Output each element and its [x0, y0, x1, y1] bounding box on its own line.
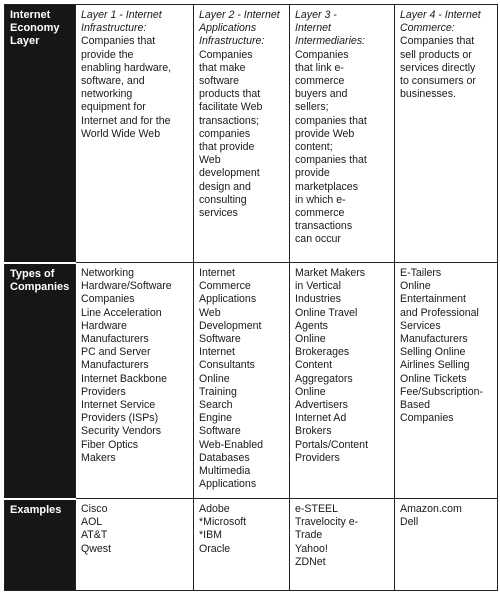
- layer-1-title: [81, 9, 189, 35]
- layer-3-title-line: Layer 3 -: [295, 9, 337, 21]
- layer-2-description-line: companies: [199, 127, 251, 140]
- layer-4-title-line: Layer 4 - Internet: [400, 9, 481, 21]
- layer-4-types-cell-line: Services: [400, 319, 441, 332]
- layer-3-types-cell-line: Online: [295, 385, 326, 398]
- layer-4-types-cell-line: Companies: [400, 412, 454, 425]
- types-row: [5, 263, 498, 499]
- layer-1-types-cell-line: Makers: [81, 451, 116, 464]
- layer-3-examples-cell-line: e-STEEL: [295, 503, 338, 515]
- layer-4-types-cell-line: Online Tickets: [400, 372, 467, 385]
- layer-1-types-cell-line: Networking: [81, 267, 134, 279]
- layer-4-types-cell-line: Airlines Selling: [400, 359, 470, 372]
- layer-3-title-line: Intermediaries:: [295, 35, 366, 48]
- layer-1-description-line: provide the: [81, 48, 134, 61]
- layer-3-description-line: buyers and: [295, 88, 348, 101]
- layer-4-description-line: services directly: [400, 61, 476, 74]
- layer-4-description-line: Companies that: [400, 35, 475, 48]
- layer-2-description: [199, 49, 285, 221]
- layer-4-types-cell-line: Manufacturers: [400, 333, 468, 346]
- layer-1-types-cell-line: Line Acceleration: [81, 306, 162, 319]
- layer-3-types-cell-line: Online: [295, 333, 326, 346]
- layer-1-types-cell-line: Manufacturers: [81, 333, 149, 346]
- layer-3-description-line: commerce: [295, 207, 345, 220]
- layer-1-types-cell-line: Security Vendors: [81, 425, 162, 438]
- layer-4-types-cell-line: Selling Online: [400, 346, 466, 359]
- layer-3-description-line: can occur: [295, 233, 341, 246]
- layer-2-title-line: Infrastructure:: [199, 35, 265, 48]
- layer-2-types-cell-line: Training: [199, 385, 237, 398]
- types-row-header: [5, 263, 76, 499]
- layer-2-types-cell-line: Consultants: [199, 359, 255, 372]
- layer-2-types-cell-line: Web: [199, 306, 221, 319]
- layer-3-description: [295, 49, 390, 247]
- layer-3-types-cell-line: Agents: [295, 319, 328, 332]
- layer-2-examples-cell: [194, 499, 290, 591]
- layer-4-description: [400, 35, 493, 101]
- layer-4-description-line: businesses.: [400, 88, 456, 101]
- layer-2-types-cell-line: Internet: [199, 346, 235, 359]
- layer-1-types-cell-line: Hardware/Software: [81, 280, 172, 293]
- layer-1-types-cell-line: Internet Backbone: [81, 372, 167, 385]
- layer-2-types-cell-line: Applications: [199, 478, 257, 491]
- layer-1-types-cell-line: Hardware: [81, 319, 127, 332]
- examples-row-header-line: Examples: [10, 503, 62, 516]
- layer-3-description-line: Companies: [295, 48, 349, 61]
- layer-2-types-cell-line: Web-Enabled: [199, 438, 263, 451]
- layer-2-description-line: that make: [199, 61, 246, 74]
- layer-4-types-cell-line: Entertainment: [400, 293, 466, 306]
- examples-row: [5, 499, 498, 591]
- layer-2-types-cell-line: Commerce: [199, 280, 251, 293]
- layer-2-types-cell-line: Software: [199, 333, 241, 346]
- layer-2-title-line: Layer 2 - Internet: [199, 9, 280, 21]
- layer-3-types-cell-line: Industries: [295, 293, 341, 306]
- layer-1-types-cell-line: PC and Server: [81, 346, 151, 359]
- layer-1-types-cell-line: Internet Service: [81, 399, 156, 412]
- layer-3-types-cell-line: Aggregators: [295, 372, 353, 385]
- layer-2-types-cell: [194, 263, 290, 499]
- layer-2-description-line: that provide: [199, 141, 255, 154]
- layer-3-types-cell: [290, 263, 395, 499]
- layer-1-description-line: networking: [81, 88, 133, 101]
- layer-1-examples-cell-line: AT&T: [81, 529, 108, 542]
- layer-3-description-line: companies that: [295, 114, 367, 127]
- layer-3-title: [295, 9, 390, 49]
- layer-3-types-cell-line: Brokers: [295, 425, 332, 438]
- layer-1-examples-cell-line: AOL: [81, 516, 103, 529]
- layer-1-examples-cell-line: Qwest: [81, 542, 112, 555]
- layer-1-title-line: Layer 1 - Internet: [81, 9, 162, 21]
- layer-2-description-line: development: [199, 167, 260, 180]
- layer-1-examples-cell-line: Cisco: [81, 503, 108, 515]
- layer-row-header-line: Economy: [10, 22, 60, 34]
- layer-3-types-cell-line: Internet Ad: [295, 412, 347, 425]
- layer-1-description-line: Companies that: [81, 35, 156, 48]
- layer-1-title-line: Infrastructure:: [81, 22, 147, 35]
- layer-4-examples-cell: [395, 499, 498, 591]
- layer-2-types-cell-line: Databases: [199, 451, 250, 464]
- layer-1-description-line: enabling hardware,: [81, 61, 172, 74]
- layer-2-cell: [194, 5, 290, 263]
- layer-3-cell: [290, 5, 395, 263]
- layer-2-title-line: Applications: [199, 22, 257, 35]
- layer-3-title-line: Internet: [295, 22, 331, 35]
- layer-2-types-cell-line: Internet: [199, 267, 235, 279]
- layer-row: [5, 5, 498, 263]
- layer-2-description-line: software: [199, 75, 240, 88]
- layer-2-types-cell-line: Online: [199, 372, 230, 385]
- layer-1-description: [81, 35, 189, 141]
- layer-4-cell: [395, 5, 498, 263]
- layer-2-types-cell-line: Search: [199, 399, 233, 412]
- layer-3-types-cell-line: Portals/Content: [295, 438, 369, 451]
- layer-3-description-line: marketplaces: [295, 180, 358, 193]
- layer-1-types-cell-line: Providers (ISPs): [81, 412, 159, 425]
- layer-4-title: [400, 9, 493, 35]
- layer-2-examples-cell-line: Oracle: [199, 542, 231, 555]
- layer-4-types-cell: [395, 263, 498, 499]
- layer-1-description-line: World Wide Web: [81, 127, 161, 140]
- layer-2-types-cell-line: Development: [199, 319, 262, 332]
- layer-4-title-line: Commerce:: [400, 22, 455, 35]
- layer-1-types-cell: [76, 263, 194, 499]
- layer-1-examples-cell: [76, 499, 194, 591]
- layer-4-examples-cell-line: Amazon.com: [400, 503, 462, 515]
- layer-4-description-line: to consumers or: [400, 75, 476, 88]
- layer-1-types-cell-line: Manufacturers: [81, 359, 149, 372]
- layer-3-examples-cell-line: Trade: [295, 529, 323, 542]
- layer-3-types-cell-line: Market Makers: [295, 267, 366, 279]
- layer-row-header: [5, 5, 76, 263]
- layer-2-types-cell-line: Engine: [199, 412, 232, 425]
- layer-3-types-cell-line: Content: [295, 359, 333, 372]
- layer-2-description-line: consulting: [199, 193, 247, 206]
- layer-2-types-cell-line: Software: [199, 425, 241, 438]
- layer-2-description-line: facilitate Web: [199, 101, 263, 114]
- layer-1-types-cell-line: Companies: [81, 293, 135, 306]
- layer-1-types-cell-line: Providers: [81, 385, 126, 398]
- layer-1-description-line: equipment for: [81, 101, 146, 114]
- layer-2-description-line: transactions;: [199, 114, 260, 127]
- layer-3-types-cell-line: Providers: [295, 451, 340, 464]
- layer-row-header-line: Internet: [10, 9, 51, 21]
- layer-3-types-cell-line: in Vertical: [295, 280, 341, 293]
- layer-3-description-line: provide: [295, 167, 330, 180]
- layer-2-types-cell-line: Applications: [199, 293, 257, 306]
- layer-3-examples-cell: [290, 499, 395, 591]
- layer-2-examples-cell-line: *IBM: [199, 529, 222, 542]
- layer-3-types-cell-line: Brokerages: [295, 346, 350, 359]
- layer-3-description-line: content;: [295, 141, 333, 154]
- layer-row-header-line: Layer: [10, 35, 40, 47]
- layer-2-description-line: services: [199, 207, 238, 220]
- internet-economy-table: [4, 4, 498, 591]
- layer-4-types-cell-line: and Professional: [400, 306, 479, 319]
- examples-row-header: [5, 499, 76, 591]
- layer-3-description-line: in which e-: [295, 193, 346, 206]
- layer-3-description-line: provide Web: [295, 127, 355, 140]
- layer-3-types-cell-line: Advertisers: [295, 399, 348, 412]
- layer-3-types-cell-line: Online Travel: [295, 306, 358, 319]
- layer-2-title: [199, 9, 285, 49]
- layer-2-description-line: design and: [199, 180, 251, 193]
- layer-2-examples-cell-line: Adobe: [199, 503, 230, 515]
- layer-1-description-line: Internet and for the: [81, 114, 171, 127]
- types-row-header-line: Types of: [10, 267, 55, 280]
- layer-2-examples-cell-line: *Microsoft: [199, 516, 247, 529]
- layer-4-description-line: sell products or: [400, 48, 472, 61]
- layer-2-description-line: products that: [199, 88, 261, 101]
- layer-2-description-line: Web: [199, 154, 221, 167]
- layer-4-types-cell-line: Fee/Subscription-: [400, 385, 484, 398]
- layer-3-examples-cell-line: ZDNet: [295, 555, 326, 568]
- layer-3-description-line: transactions: [295, 220, 353, 233]
- layer-4-examples-cell-line: Dell: [400, 516, 419, 529]
- layer-1-cell: [76, 5, 194, 263]
- types-row-header-line: Companies: [10, 280, 70, 293]
- layer-3-description-line: commerce: [295, 75, 345, 88]
- layer-4-types-cell-line: E-Tailers: [400, 267, 442, 279]
- layer-1-types-cell-line: Fiber Optics: [81, 438, 139, 451]
- layer-4-types-cell-line: Online: [400, 280, 431, 293]
- layer-3-description-line: sellers;: [295, 101, 329, 114]
- layer-1-description-line: software, and: [81, 75, 145, 88]
- layer-3-description-line: that link e-: [295, 61, 344, 74]
- layer-2-types-cell-line: Multimedia: [199, 465, 251, 478]
- layer-2-description-line: Companies: [199, 48, 253, 61]
- layer-4-types-cell-line: Based: [400, 399, 431, 412]
- layer-3-description-line: companies that: [295, 154, 367, 167]
- layer-3-examples-cell-line: Yahoo!: [295, 542, 328, 555]
- layer-3-examples-cell-line: Travelocity e-: [295, 516, 359, 529]
